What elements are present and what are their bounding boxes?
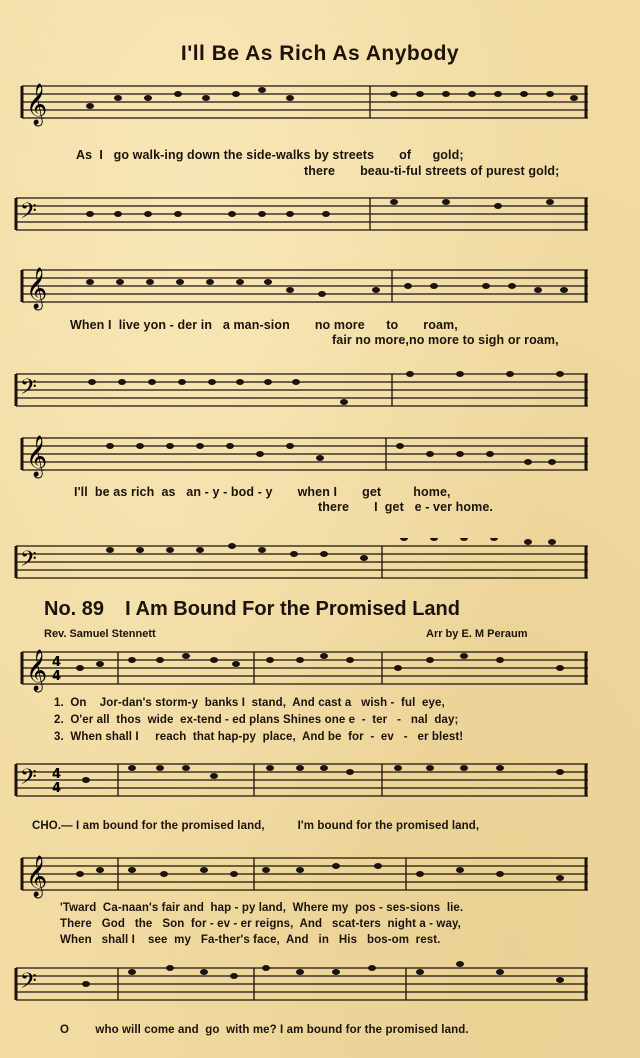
verse-line: 1. On Jor-dan's storm-y banks I stand, And cast a wish - ful eye, [54,697,445,709]
hymn-number-title [44,598,604,621]
verse-line: 3. When shall I reach that hap-py place, And be for - ev - er blest! [54,731,464,743]
svg-text:4: 4 [52,669,62,684]
bass-clef-icon: 𝄢 [20,765,37,795]
lyric-line: I'll be as rich as an - y - bod - y when I get home, [74,485,451,499]
lyric-line: there I get e - ver home. [318,500,493,514]
verse-line: When shall I see my Fa-ther's face, And in His bos-om rest. [60,934,441,946]
verse-line: 'Tward Ca-naan's fair and hap - py land, Where my pos - ses-sions lie. [60,902,464,914]
music-staff-1 [0,78,640,138]
lyric-line: fair no more,no more to sigh or roam, [332,333,559,347]
treble-clef-icon: 𝄞 [26,650,48,691]
treble-clef-icon: 𝄞 [26,84,48,125]
music-staff-5 [0,430,640,486]
bass-clef-icon: 𝄢 [20,547,37,577]
music-staff-8 [0,752,640,804]
music-staff-9 [0,850,640,902]
lyric-line: there beau-ti-ful streets of purest gold; [304,164,560,178]
author-credit: Rev. Samuel Stennett [44,628,156,640]
treble-clef-icon: 𝄞 [26,436,48,477]
chorus-line: O who will come and go with me? I am bound for the promised land. [60,1024,469,1036]
bass-clef-icon: 𝄢 [20,969,37,999]
treble-clef-icon: 𝄞 [26,856,48,897]
music-staff-7 [0,644,640,696]
verse-line: 2. O'er all thos wide ex-tend - ed plans Shines one e - ter - nal day; [54,714,459,726]
svg-text:4: 4 [52,781,62,796]
bass-clef-icon: 𝄢 [20,199,37,229]
chorus-line: CHO.— I am bound for the promised land, I'm bound for the promised land, [32,820,480,832]
lyric-line: As I go walk-ing down the side-walks by streets of gold; [76,148,464,162]
svg-text:4: 4 [52,767,62,782]
hymn-number: No. 89 [44,598,105,620]
music-staff-4 [0,366,640,422]
lyric-line: When I live yon - der in a man-sion no more to roam, [70,318,458,332]
hymn-title: I'll Be As Rich As Anybody [180,42,460,65]
treble-clef-icon: 𝄞 [26,268,48,309]
music-staff-6 [0,538,640,594]
time-signature: 4 [52,655,62,670]
music-staff-10 [0,956,640,1012]
music-staff-2 [0,190,640,246]
music-staff-3 [0,262,640,318]
verse-line: There God the Son for - ev - er reigns, And scat-ters night a - way, [60,918,461,930]
arranger-credit: Arr by E. M Peraum [426,628,528,640]
hymn-title: I Am Bound For the Promised Land [125,598,460,620]
bass-clef-icon: 𝄢 [20,375,37,405]
